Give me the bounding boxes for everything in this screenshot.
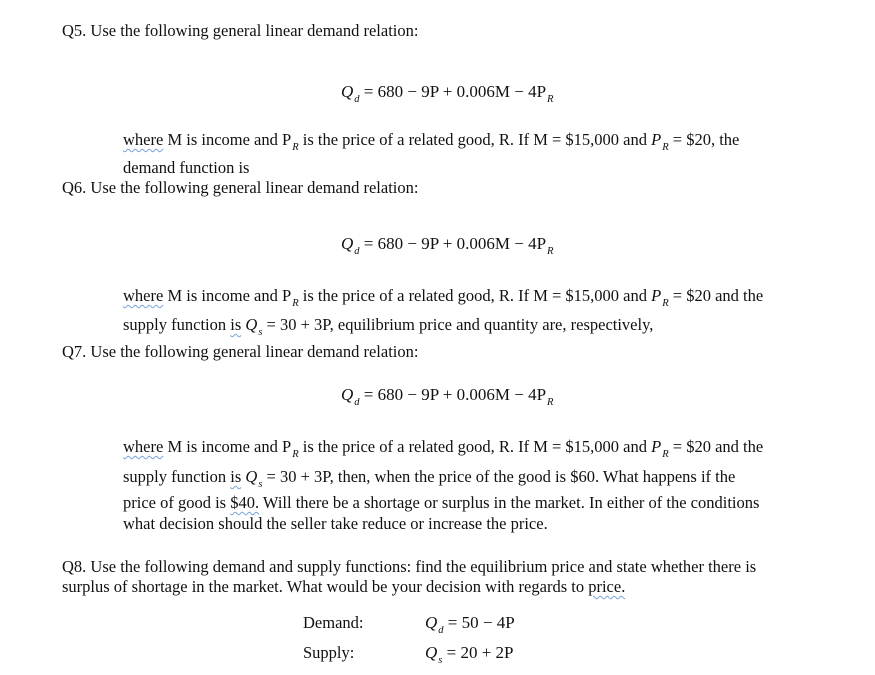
q7-supply-eq: = 30 + 3P bbox=[266, 467, 330, 486]
q7-body-3: = $20 and the bbox=[672, 437, 764, 456]
q6-supply-post: , equilibrium price and quantity are, respectively, bbox=[329, 315, 654, 334]
q6-equation bbox=[341, 234, 553, 257]
q7-equation bbox=[341, 385, 553, 408]
q7-supply-sub: s bbox=[258, 479, 263, 490]
q6-eq-lhs: Q bbox=[341, 234, 354, 253]
q6-pr-sym: P bbox=[651, 286, 662, 305]
q5-body-2: is the price of a related good, R. If M = $15,000 and bbox=[298, 130, 647, 149]
q7-line3-pre: price of good is bbox=[123, 493, 227, 512]
q7-body-line3 bbox=[123, 493, 759, 513]
q7-header: Q7. Use the following general linear demand relation: bbox=[62, 342, 419, 361]
q7-is: is bbox=[230, 467, 242, 486]
q7-supply-q: Q bbox=[245, 467, 258, 486]
demand-eq: = 50 − 4P bbox=[447, 613, 515, 632]
q5-pr-sub: R bbox=[662, 142, 669, 153]
q7-body-line2 bbox=[123, 467, 735, 490]
q5-equation bbox=[341, 82, 553, 105]
demand-equation bbox=[425, 613, 515, 636]
q8-line2 bbox=[62, 577, 625, 597]
q6-supply-eq: = 30 + 3P bbox=[266, 315, 330, 334]
q5-body-line2: demand function is bbox=[123, 158, 250, 177]
supply-equation bbox=[425, 643, 514, 666]
supply-q: Q bbox=[425, 643, 438, 662]
q6-body-line1 bbox=[123, 286, 763, 309]
demand-q: Q bbox=[425, 613, 438, 632]
q5-eq-rhs: = 680 − 9P + 0.006M − 4P bbox=[363, 82, 547, 101]
q8-line1: Q8. Use the following demand and supply functions: find the equilibrium price and state whether there is bbox=[62, 557, 757, 576]
q7-eq-rhs-sub: R bbox=[547, 397, 554, 408]
q5-where: where bbox=[123, 130, 164, 149]
q5-header: Q5. Use the following general linear demand relation: bbox=[62, 21, 419, 40]
q7-body-sub: R bbox=[292, 449, 299, 460]
q7-line3-post: Will there be a shortage or surplus in the market. In either of the conditions bbox=[259, 493, 760, 512]
q5-pr-sym: P bbox=[651, 130, 662, 149]
demand-label: Demand: bbox=[303, 613, 364, 632]
q7-supply-pre: supply function bbox=[123, 467, 227, 486]
supply-eq: = 20 + 2P bbox=[446, 643, 514, 662]
q7-supply-post: , then, when the price of the good is $60. What happens if the bbox=[329, 467, 736, 486]
q5-eq-lhs-sub: d bbox=[354, 94, 360, 105]
q6-eq-rhs-sub: R bbox=[547, 246, 554, 257]
q5-eq-lhs: Q bbox=[341, 82, 354, 101]
q6-eq-lhs-sub: d bbox=[354, 246, 360, 257]
q8-line2-pre: surplus of shortage in the market. What would be your decision with regards to bbox=[62, 577, 585, 596]
q5-eq-rhs-sub: R bbox=[547, 94, 554, 105]
q5-body-sub: R bbox=[292, 142, 299, 153]
q6-header: Q6. Use the following general linear demand relation: bbox=[62, 178, 419, 197]
q6-body-2: is the price of a related good, R. If M = $15,000 and bbox=[298, 286, 647, 305]
q7-body-line4: what decision should the seller take reduce or increase the price. bbox=[123, 514, 548, 533]
q7-where: where bbox=[123, 437, 164, 456]
supply-sub: s bbox=[438, 655, 443, 666]
q6-eq-rhs: = 680 − 9P + 0.006M − 4P bbox=[363, 234, 547, 253]
q5-body-line1 bbox=[123, 130, 739, 153]
q7-body-line1 bbox=[123, 437, 763, 460]
supply-label: Supply: bbox=[303, 643, 355, 662]
q6-body-line2 bbox=[123, 315, 653, 338]
q6-where: where bbox=[123, 286, 164, 305]
q7-eq-lhs-sub: d bbox=[354, 397, 360, 408]
demand-sub: d bbox=[438, 625, 444, 636]
q7-body-2: is the price of a related good, R. If M = $15,000 and bbox=[298, 437, 647, 456]
q6-body-3: = $20 and the bbox=[672, 286, 764, 305]
q5-body-3: = $20, the bbox=[672, 130, 740, 149]
q7-eq-rhs: = 680 − 9P + 0.006M − 4P bbox=[363, 385, 547, 404]
q6-pr-sub: R bbox=[662, 298, 669, 309]
q6-is: is bbox=[230, 315, 242, 334]
q8-line2-word: price. bbox=[588, 577, 626, 596]
q7-eq-lhs: Q bbox=[341, 385, 354, 404]
q7-pr-sym: P bbox=[651, 437, 662, 456]
q7-body-1: M is income and P bbox=[167, 437, 292, 456]
q6-body-1: M is income and P bbox=[167, 286, 292, 305]
q7-line3-price: $40. bbox=[230, 493, 260, 512]
q5-body-1: M is income and P bbox=[167, 130, 292, 149]
q6-supply-sub: s bbox=[258, 327, 263, 338]
q6-body-sub: R bbox=[292, 298, 299, 309]
q6-supply-pre: supply function bbox=[123, 315, 227, 334]
q6-supply-q: Q bbox=[245, 315, 258, 334]
q7-pr-sub: R bbox=[662, 449, 669, 460]
